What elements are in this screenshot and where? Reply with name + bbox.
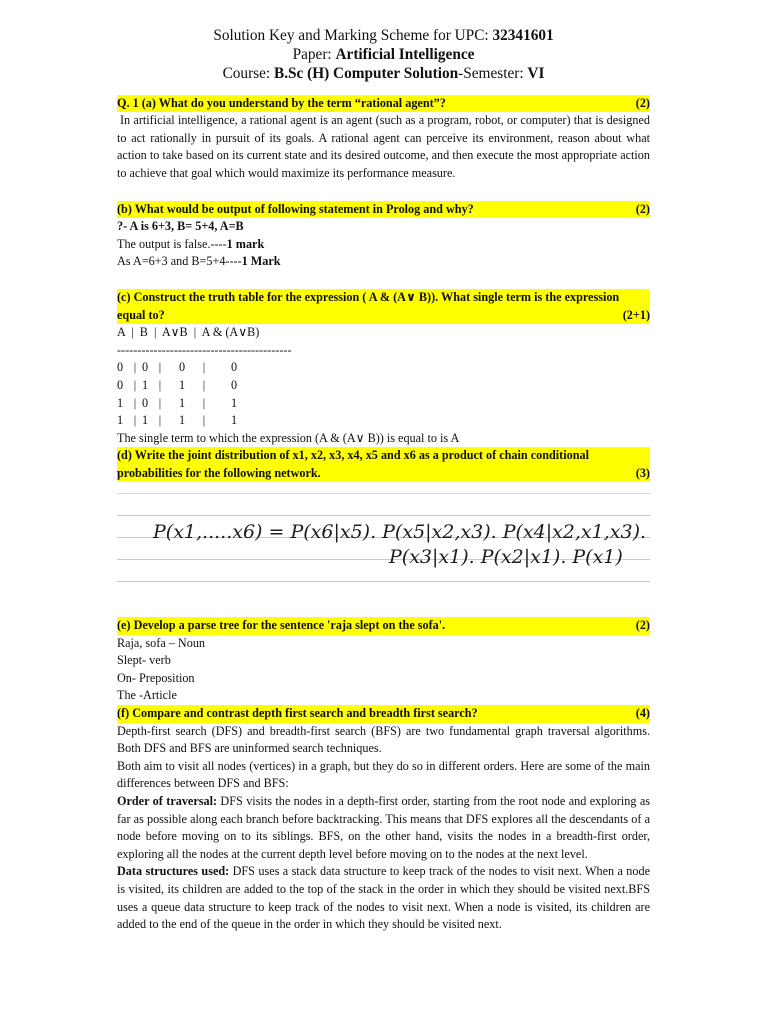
separator: | bbox=[158, 413, 162, 428]
cell-result: 0 bbox=[230, 377, 238, 392]
header-paper-value: Artificial Intelligence bbox=[335, 46, 475, 64]
truth-table-row bbox=[117, 412, 650, 430]
separator: | bbox=[202, 413, 206, 428]
answer-1f-para-order bbox=[117, 793, 650, 863]
separator: | bbox=[133, 360, 137, 375]
separator: | bbox=[202, 360, 206, 375]
question-1e-marks: (2) bbox=[635, 618, 650, 632]
question-1e bbox=[117, 617, 650, 635]
question-1d-text-line1: (d) Write the joint distribution of x1, x2, x3, x4, x5 and x6 as a product of chain conditional bbox=[117, 448, 589, 463]
truth-table-header: A | B | A∨B | A & (A∨B) bbox=[117, 325, 260, 340]
handwritten-line-2: P(x3|x1). P(x2|x1). P(x1) bbox=[389, 546, 623, 568]
answer-1e-line: Slept- verb bbox=[117, 653, 171, 668]
cell-a-or-b: 1 bbox=[178, 413, 186, 428]
header-course-value: B.Sc (H) Computer Solution bbox=[274, 65, 459, 83]
answer-1b-reason-text: As A=6+3 and B=5+4---- bbox=[117, 254, 242, 269]
question-1a-text: Q. 1 (a) What do you understand by the term “rational agent”? bbox=[117, 95, 446, 110]
question-1d-text-line2: probabilities for the following network. bbox=[117, 465, 321, 480]
truth-table-divider: ------------------------------------------- bbox=[117, 342, 292, 357]
header-line-paper bbox=[117, 45, 650, 64]
separator: | bbox=[133, 395, 137, 410]
header-paper-label: Paper: bbox=[292, 46, 336, 64]
question-1f bbox=[117, 705, 650, 723]
question-1f-marks: (4) bbox=[635, 705, 650, 720]
answer-1b-output-text: The output is false.---- bbox=[117, 236, 227, 251]
cell-a: 1 bbox=[117, 395, 124, 410]
header-course-label: Course: bbox=[222, 65, 274, 83]
header-upc-label: Solution Key and Marking Scheme for UPC: bbox=[213, 27, 493, 44]
question-1c-text-line1: (c) Construct the truth table for the expression ( A & (A∨ B)). What single term is the expression bbox=[117, 289, 620, 304]
separator: | bbox=[158, 377, 162, 392]
answer-1b-reason bbox=[117, 253, 650, 271]
cell-a: 0 bbox=[117, 377, 124, 392]
cell-a: 0 bbox=[117, 360, 124, 375]
answer-1b-output-mark: 1 mark bbox=[226, 236, 265, 251]
cell-result: 0 bbox=[230, 360, 238, 375]
separator: | bbox=[202, 377, 206, 392]
cell-a-or-b: 1 bbox=[178, 377, 186, 392]
answer-1f-para-intro: Depth-first search (DFS) and breadth-first search (BFS) are two fundamental graph traversal algorithms. Both DFS and BFS are uninformed search techniques. bbox=[117, 723, 650, 756]
question-1c-marks: (2+1) bbox=[622, 307, 650, 322]
header-upc-code: 32341601 bbox=[492, 27, 554, 44]
question-1b-marks: (2) bbox=[635, 201, 650, 216]
header-line-upc bbox=[117, 26, 650, 45]
question-1b bbox=[117, 201, 650, 219]
separator: | bbox=[158, 360, 162, 375]
truth-table-row bbox=[117, 377, 650, 395]
answer-1e-line: On- Preposition bbox=[117, 670, 195, 685]
header-semester-label: -Semester: bbox=[458, 65, 528, 83]
document-header bbox=[117, 26, 650, 84]
document-page bbox=[117, 26, 650, 482]
question-1a bbox=[117, 95, 650, 113]
answer-1f-para-datastructures bbox=[117, 863, 650, 933]
answer-1c-conclusion: The single term to which the expression (A & (A∨ B)) is equal to is A bbox=[117, 430, 460, 445]
answer-1b-statement: ?- A is 6+3, B= 5+4, A=B bbox=[117, 219, 244, 234]
answer-1e-line: Raja, sofa – Noun bbox=[117, 635, 206, 650]
question-1e-text: (e) Develop a parse tree for the sentence 'raja slept on the sofa'. bbox=[117, 618, 446, 632]
cell-b: 1 bbox=[142, 413, 149, 428]
answer-1b-reason-mark: 1 Mark bbox=[241, 254, 281, 269]
document-lower-section bbox=[117, 617, 650, 934]
cell-a: 1 bbox=[117, 413, 124, 428]
question-1f-text: (f) Compare and contrast depth first search and breadth first search? bbox=[117, 705, 478, 720]
answer-1b-output bbox=[117, 236, 650, 254]
cell-b: 0 bbox=[142, 360, 149, 375]
cell-a-or-b: 1 bbox=[178, 395, 186, 410]
header-line-course bbox=[117, 64, 650, 83]
question-1c-text-line2: equal to? bbox=[117, 307, 165, 322]
separator: | bbox=[133, 377, 137, 392]
answer-1f-datastructures-heading: Data structures used: bbox=[117, 864, 230, 879]
truth-table-row bbox=[117, 359, 650, 377]
truth-table-row bbox=[117, 395, 650, 413]
separator: | bbox=[158, 395, 162, 410]
answer-1f-para-differences: Both aim to visit all nodes (vertices) in a graph, but they do so in different orders. Here are some of the main differences between DFS and BFS: bbox=[117, 758, 650, 791]
answer-1a: In artificial intelligence, a rational agent is an agent (such as a program, robot, or computer) that is designed to act rationally in pursuit of its goals. A rational agent can perceive its environment, reason about what action to take based on its current state and its desired outcome, and then execute the most appropriate action to achieve that goal which would maximize its performance measure. bbox=[117, 113, 650, 180]
question-1d bbox=[117, 447, 650, 482]
cell-result: 1 bbox=[230, 413, 238, 428]
handwritten-line-1: P(x1,.....x6) = P(x6|x5). P(x5|x2,x3). P(x4|x2,x1,x3). bbox=[153, 521, 647, 543]
separator: | bbox=[133, 413, 137, 428]
cell-b: 0 bbox=[142, 395, 149, 410]
answer-1f-order-text: DFS visits the nodes in a depth-first order, starting from the root node and exploring as far as possible along each branch before backtracking. This means that DFS explores all the descendants of a node before moving on to its siblings. BFS, on the other hand, visits the nodes in a breadth-first order, exploring all the nodes at the current depth level before moving on to the nodes at the next level. bbox=[117, 793, 650, 861]
question-1a-marks: (2) bbox=[635, 95, 650, 110]
question-1c bbox=[117, 289, 650, 324]
handwritten-answer-image bbox=[117, 493, 650, 598]
truth-table bbox=[117, 359, 650, 429]
cell-result: 1 bbox=[230, 395, 238, 410]
separator: | bbox=[202, 395, 206, 410]
answer-1e-line: The -Article bbox=[117, 688, 177, 703]
question-1b-text: (b) What would be output of following statement in Prolog and why? bbox=[117, 201, 474, 216]
question-1d-marks: (3) bbox=[635, 465, 650, 480]
header-semester-value: VI bbox=[527, 65, 545, 83]
answer-1f-datastructures-text: DFS uses a stack data structure to keep track of the nodes to visit next. When a node is visited, its children are added to the top of the stack in the order in which they should be visited next.BFS uses a queue data structure to keep track of the nodes to visit next. When a node is visited, its children are added to the end of the queue in the order in which they should be visited next. bbox=[117, 864, 650, 932]
answer-1f-order-heading: Order of traversal: bbox=[117, 793, 218, 808]
cell-b: 1 bbox=[142, 377, 149, 392]
cell-a-or-b: 0 bbox=[178, 360, 186, 375]
